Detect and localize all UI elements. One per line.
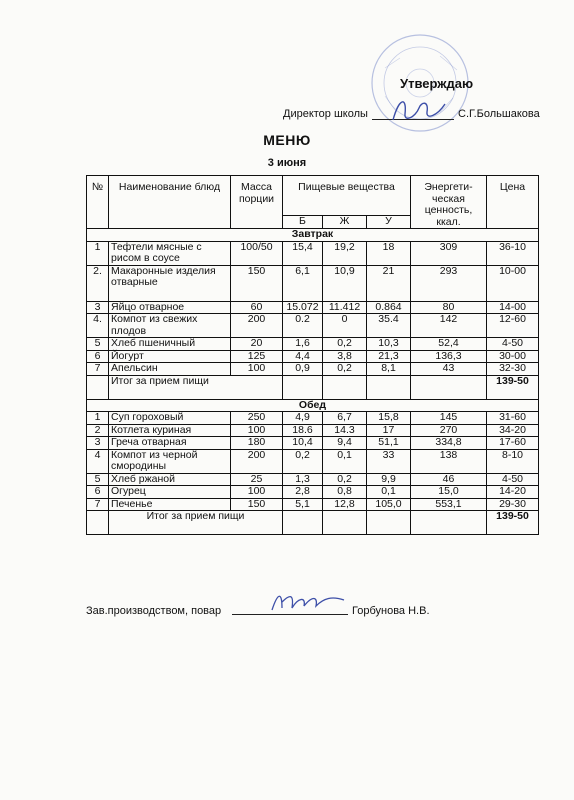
total-row <box>87 375 539 399</box>
portion-mass: 180 <box>231 437 283 450</box>
energy-value: 145 <box>411 412 487 425</box>
portion-mass: 60 <box>231 301 283 314</box>
row-num: 2. <box>87 265 109 301</box>
dish-name: Хлеб пшеничный <box>109 338 231 351</box>
price-value: 34-20 <box>487 424 539 437</box>
fat-value: 12,8 <box>323 498 367 511</box>
portion-mass: 100/50 <box>231 241 283 265</box>
protein-value: 4,4 <box>283 350 323 363</box>
price-value: 14-20 <box>487 486 539 499</box>
total-empty <box>411 375 487 399</box>
price-value: 31-60 <box>487 412 539 425</box>
cook-signature <box>268 588 348 616</box>
table-row <box>87 265 539 301</box>
section-title: Завтрак <box>87 229 539 242</box>
dish-name: Котлета куриная <box>109 424 231 437</box>
row-num: 2 <box>87 424 109 437</box>
portion-mass: 25 <box>231 473 283 486</box>
portion-mass: 100 <box>231 424 283 437</box>
table-row <box>87 498 539 511</box>
total-empty <box>283 375 323 399</box>
row-num: 7 <box>87 498 109 511</box>
carb-value: 35.4 <box>367 314 411 338</box>
protein-value: 1,6 <box>283 338 323 351</box>
fat-value: 10,9 <box>323 265 367 301</box>
table-row <box>87 449 539 473</box>
carb-value: 105,0 <box>367 498 411 511</box>
cook-name: Горбунова Н.В. <box>352 605 430 617</box>
row-num: 1 <box>87 412 109 425</box>
energy-value: 136,3 <box>411 350 487 363</box>
portion-mass: 200 <box>231 314 283 338</box>
protein-value: 0,9 <box>283 363 323 376</box>
protein-value: 0.2 <box>283 314 323 338</box>
price-value: 4-50 <box>487 473 539 486</box>
row-num: 3 <box>87 437 109 450</box>
total-empty <box>323 375 367 399</box>
menu-table <box>86 175 539 535</box>
energy-value: 46 <box>411 473 487 486</box>
price-value: 10-00 <box>487 265 539 301</box>
table-row <box>87 338 539 351</box>
dish-name: Макаронные изделия отварные <box>109 265 231 301</box>
section-row <box>87 229 539 242</box>
carb-value: 18 <box>367 241 411 265</box>
col-energy-header: Энергети-ческая ценность, ккал. <box>411 176 487 229</box>
fat-value: 0,2 <box>323 338 367 351</box>
price-value: 30-00 <box>487 350 539 363</box>
protein-value: 1,3 <box>283 473 323 486</box>
price-value: 36-10 <box>487 241 539 265</box>
dish-name: Суп гороховый <box>109 412 231 425</box>
row-num: 4 <box>87 449 109 473</box>
carb-value: 15,8 <box>367 412 411 425</box>
col-name-header: Наименование блюд <box>109 176 231 229</box>
protein-value: 10,4 <box>283 437 323 450</box>
section-row <box>87 399 539 412</box>
energy-value: 334,8 <box>411 437 487 450</box>
row-num: 6 <box>87 486 109 499</box>
total-label: Итог за прием пищи <box>109 511 283 535</box>
portion-mass: 125 <box>231 350 283 363</box>
table-row <box>87 486 539 499</box>
protein-value: 5,1 <box>283 498 323 511</box>
table-row <box>87 473 539 486</box>
total-empty <box>367 511 411 535</box>
dish-name: Яйцо отварное <box>109 301 231 314</box>
total-num-empty <box>87 511 109 535</box>
fat-value: 3,8 <box>323 350 367 363</box>
carb-value: 21,3 <box>367 350 411 363</box>
col-price-header: Цена <box>487 176 539 229</box>
protein-value: 15,4 <box>283 241 323 265</box>
table-row <box>87 412 539 425</box>
dish-name: Компот из черной смородины <box>109 449 231 473</box>
energy-value: 43 <box>411 363 487 376</box>
table-row <box>87 424 539 437</box>
total-price: 139-50 <box>487 375 539 399</box>
fat-value: 0,2 <box>323 473 367 486</box>
energy-value: 15,0 <box>411 486 487 499</box>
row-num: 1 <box>87 241 109 265</box>
dish-name: Апельсин <box>109 363 231 376</box>
protein-value: 15.072 <box>283 301 323 314</box>
col-zh-header: Ж <box>323 215 367 228</box>
portion-mass: 100 <box>231 363 283 376</box>
fat-value: 0,2 <box>323 363 367 376</box>
energy-value: 553,1 <box>411 498 487 511</box>
total-empty <box>323 511 367 535</box>
row-num: 6 <box>87 350 109 363</box>
table-row <box>87 241 539 265</box>
dish-name: Тефтели мясные с рисом в соусе <box>109 241 231 265</box>
price-value: 17-60 <box>487 437 539 450</box>
dish-name: Хлеб ржаной <box>109 473 231 486</box>
energy-value: 80 <box>411 301 487 314</box>
price-value: 14-00 <box>487 301 539 314</box>
col-u-header: У <box>367 215 411 228</box>
price-value: 32-30 <box>487 363 539 376</box>
director-name: С.Г.Большакова <box>458 108 540 120</box>
fat-value: 0,1 <box>323 449 367 473</box>
total-empty <box>283 511 323 535</box>
energy-value: 293 <box>411 265 487 301</box>
protein-value: 4,9 <box>283 412 323 425</box>
carb-value: 17 <box>367 424 411 437</box>
col-num-header: № <box>87 176 109 229</box>
dish-name: Йогурт <box>109 350 231 363</box>
energy-value: 138 <box>411 449 487 473</box>
fat-value: 6,7 <box>323 412 367 425</box>
dish-name: Огурец <box>109 486 231 499</box>
fat-value: 0,8 <box>323 486 367 499</box>
table-row <box>87 301 539 314</box>
dish-name: Компот из свежих плодов <box>109 314 231 338</box>
carb-value: 21 <box>367 265 411 301</box>
director-signature <box>385 90 455 128</box>
protein-value: 0,2 <box>283 449 323 473</box>
table-row <box>87 350 539 363</box>
price-value: 29-30 <box>487 498 539 511</box>
row-num: 4. <box>87 314 109 338</box>
fat-value: 0 <box>323 314 367 338</box>
portion-mass: 200 <box>231 449 283 473</box>
portion-mass: 250 <box>231 412 283 425</box>
total-price: 139-50 <box>487 511 539 535</box>
carb-value: 33 <box>367 449 411 473</box>
total-empty <box>367 375 411 399</box>
approve-label: Утверждаю <box>400 76 474 91</box>
fat-value: 11.412 <box>323 301 367 314</box>
carb-value: 10,3 <box>367 338 411 351</box>
dish-name: Греча отварная <box>109 437 231 450</box>
menu-date: 3 июня <box>267 157 307 169</box>
dish-name: Печенье <box>109 498 231 511</box>
carb-value: 0.864 <box>367 301 411 314</box>
col-mass-header: Масса порции <box>231 176 283 229</box>
section-title: Обед <box>87 399 539 412</box>
portion-mass: 100 <box>231 486 283 499</box>
total-num-empty <box>87 375 109 399</box>
energy-value: 52,4 <box>411 338 487 351</box>
row-num: 7 <box>87 363 109 376</box>
page-title: МЕНЮ <box>263 132 311 148</box>
carb-value: 51,1 <box>367 437 411 450</box>
price-value: 4-50 <box>487 338 539 351</box>
fat-value: 9,4 <box>323 437 367 450</box>
total-label: Итог за прием пищи <box>109 375 283 399</box>
director-label: Директор школы <box>283 108 368 120</box>
fat-value: 14.3 <box>323 424 367 437</box>
col-b-header: Б <box>283 215 323 228</box>
energy-value: 270 <box>411 424 487 437</box>
price-value: 8-10 <box>487 449 539 473</box>
energy-value: 309 <box>411 241 487 265</box>
fat-value: 19,2 <box>323 241 367 265</box>
price-value: 12-60 <box>487 314 539 338</box>
table-row <box>87 437 539 450</box>
row-num: 3 <box>87 301 109 314</box>
row-num: 5 <box>87 473 109 486</box>
protein-value: 6,1 <box>283 265 323 301</box>
total-row <box>87 511 539 535</box>
carb-value: 8,1 <box>367 363 411 376</box>
portion-mass: 150 <box>231 498 283 511</box>
total-empty <box>411 511 487 535</box>
carb-value: 9,9 <box>367 473 411 486</box>
carb-value: 0,1 <box>367 486 411 499</box>
table-row <box>87 363 539 376</box>
portion-mass: 20 <box>231 338 283 351</box>
table-row <box>87 314 539 338</box>
footer-label: Зав.производством, повар <box>86 605 222 617</box>
portion-mass: 150 <box>231 265 283 301</box>
protein-value: 18.6 <box>283 424 323 437</box>
row-num: 5 <box>87 338 109 351</box>
protein-value: 2,8 <box>283 486 323 499</box>
energy-value: 142 <box>411 314 487 338</box>
col-nutrients-header: Пищевые вещества <box>283 176 411 216</box>
